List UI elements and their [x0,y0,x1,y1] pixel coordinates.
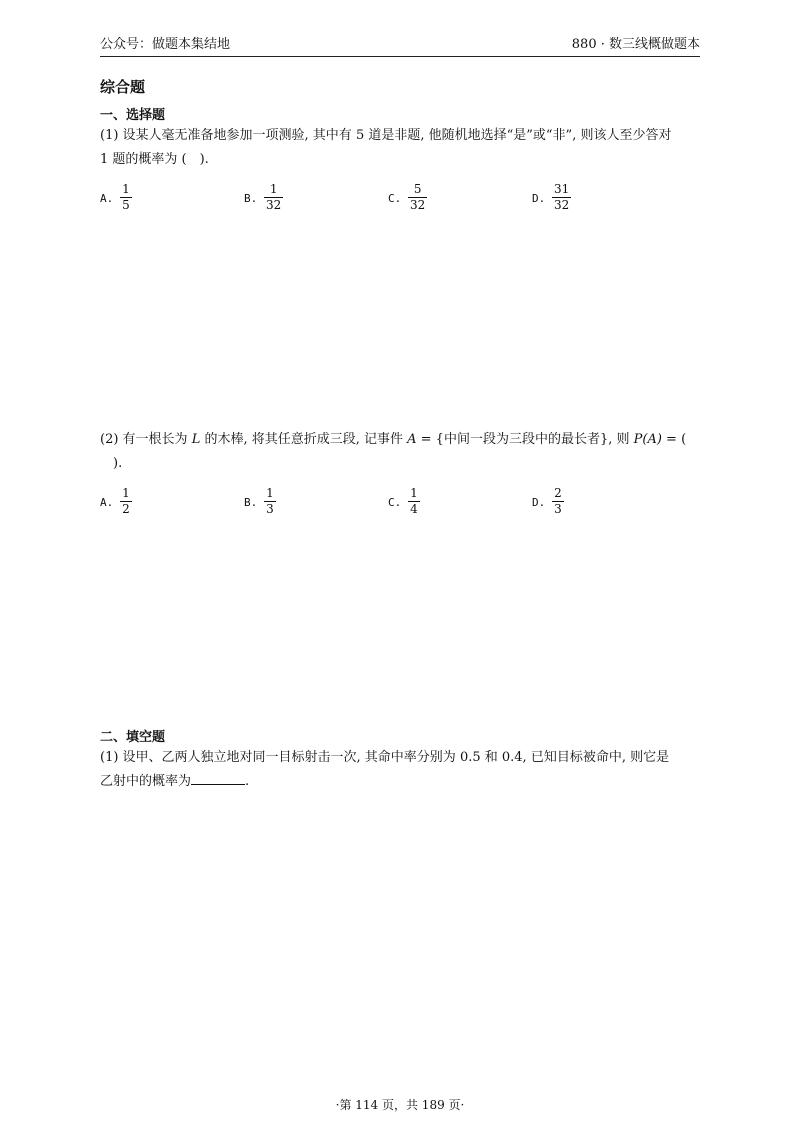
option-letter: D. [532,192,546,205]
option-letter: A. [100,496,114,509]
section-title-main: 综合题 [100,78,146,96]
numerator: 1 [122,182,130,196]
numerator: 1 [269,182,278,196]
numerator: 2 [554,486,562,500]
fraction [408,486,420,517]
question-2 [100,428,700,476]
fraction [120,182,132,213]
denominator: 4 [410,502,418,516]
q2-text-c: = {中间一段为三段中的最长者}, 则 [416,432,634,447]
header-left-text: 公众号：做题本集结地 [100,37,231,52]
q2-math-a: A [407,432,417,447]
q2-text-d: = ( [661,432,687,447]
fill-question-1 [100,746,700,794]
fraction [264,486,276,517]
question-1 [100,124,700,172]
numerator: 1 [410,486,418,500]
fraction [552,486,564,517]
fill-question-1-line-2 [100,770,700,794]
fill-question-1-line-1: (1) 设甲、乙两人独立地对同一目标射击一次, 其命中率分别为 0.5 和 0.4, 已知目标被命中, 则它是 [100,750,670,765]
question-1-line-1: (1) 设某人毫无准备地参加一项测验, 其中有 5 道是非题, 他随机地选择“是”或“非”, 则该人至少答对 [100,128,672,143]
denominator: 32 [554,198,570,212]
fraction [264,182,283,213]
page-header [100,34,700,57]
section-title-choice: 一、选择题 [100,108,166,123]
header-right-text: 880 · 数三线概做题本 [571,37,700,52]
numerator: 31 [554,182,570,196]
fill-question-1-end: . [245,774,250,789]
denominator: 32 [266,198,282,212]
section-title-fill: 二、填空题 [100,730,166,745]
denominator: 32 [410,198,426,212]
page-footer: ·第 114 页，共 189 页· [335,1098,465,1112]
fraction [408,182,427,213]
question-1-line-2: 1 题的概率为 ( ). [100,152,209,167]
option-letter: C. [388,496,402,509]
fraction [552,182,571,213]
numerator: 1 [266,486,274,500]
q2-text-a: (2) 有一根长为 [100,432,192,447]
option-letter: C. [388,192,402,205]
question-1-options [100,182,700,218]
option-letter: A. [100,192,114,205]
option-letter: D. [532,496,546,509]
question-2-options [100,486,700,522]
question-2-line-2: ). [100,456,123,471]
q2-text-b: 的木棒, 将其任意折成三段, 记事件 [200,432,408,447]
fraction [120,486,132,517]
denominator: 5 [122,198,130,212]
q2-math-p: P(A) [633,432,662,447]
denominator: 3 [554,502,562,516]
fill-question-1-text: 乙射中的概率为 [100,774,192,789]
denominator: 2 [122,502,130,516]
numerator: 5 [413,182,422,196]
question-2-line-1 [100,428,700,452]
option-letter: B. [244,192,258,205]
q2-math-l: L [191,432,201,447]
numerator: 1 [122,486,130,500]
denominator: 3 [266,502,274,516]
answer-blank[interactable] [191,770,245,785]
option-letter: B. [244,496,258,509]
